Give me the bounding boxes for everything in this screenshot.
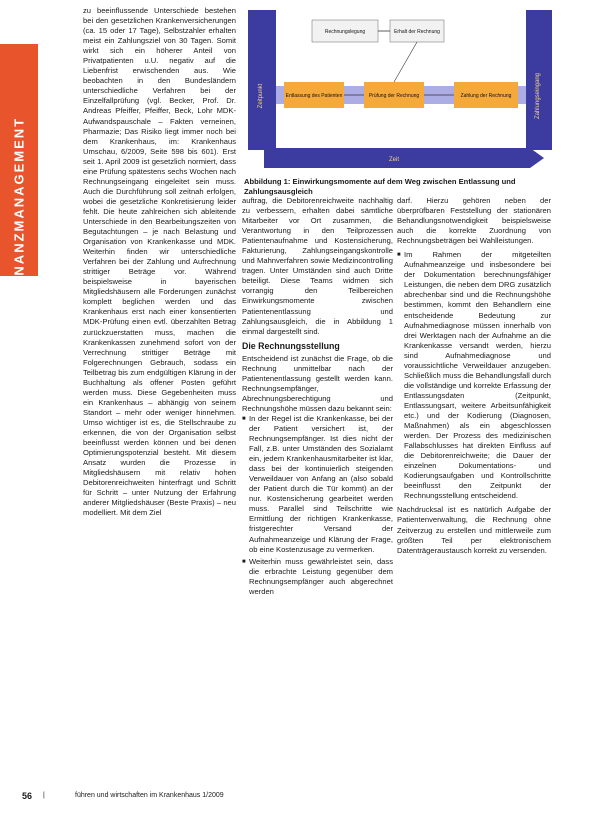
mid-box-2-label: Prüfung der Rechnung [368,93,420,99]
figure-caption: Abbildung 1: Einwirkungsmomente auf dem Weg zwischen Entlassung und Zahlungsausgleich [244,177,516,196]
time-arrow [264,148,544,168]
column-2-paragraph-1: auftrag, die Debitorenreichweite nachhaltig zu verbessern, erhalten dabei sämtliche Mitarbeiter vor Ort zusammen, die Verantwortung in den Teilprozessen Patientenaufnahme und Kostensicherung, Fakturierung, Zahlungseingangskontrolle und Mahnverfahren sowie Medizincontrolling tragen. Unter Umständen sind auch Dritte beteiligt. Diese Teams widmen sich vorrangig den Teilbereichen Einwirkungsmomente zwischen Patientenentlassung und Zahlungsausgleich, die in Abbildung 1 einmal dargestellt sind. [242,196,393,336]
arrow-down [394,42,417,82]
mid-box-3-label: Zahlung der Rechnung [460,93,512,99]
section-heading: Die Rechnungsstellung [242,340,340,351]
column-3-list [397,250,551,501]
text-column-2 [242,196,393,776]
top-box-2-label: Erhalt der Rechnung [394,29,440,35]
page-footer [22,790,582,804]
bottom-label: Zeit [388,157,400,163]
journal-name: führen und wirtschaften im Krankenhaus 1/2009 [75,792,224,799]
list-item: ■ Weiterhin muss gewährleistet sein, dass die erbrachte Leistung gegenüber dem Rechnungsempfänger auch abgerechnet werden [249,557,393,597]
top-box-1-label: Rechnungslegung [324,29,366,35]
column-3-paragraph-2: Nachdrucksal ist es natürlich Aufgabe der Patientenverwaltung, die Rechnung ohne Zeitverzug zu erstellen und mittlerweile zum größten Teil per elektronischem Datenträgeraustausch korrekt zu versenden. [397,505,551,555]
left-bar [248,10,276,150]
footer-separator: | [43,792,45,799]
right-label: Zahlungseingang [535,72,541,120]
text-column-3 [397,196,551,756]
process-diagram [244,6,556,172]
text-column-1 [83,6,236,788]
column-1-text: zu beeinflussende Unterschiede bestehen bei den gesetzlichen Krankenversicherungen (ca. 15 oder 17 Tage), Selbstzahler erhalten meist ein Zahlungsziel von 30 Tagen. Somit wirkt sich ein höherer Anteil von Privatpatienten u.U. negativ auf die Liebenfrist erwischenden aus. Wie beobachten in den Bundesländern unterschiedliche Verfahren bei der Einzelfallprüfung (vgl. Becker, Prof. Dr. Andreas Pfeiffer, Pfeiffer, Beck, Lohr MDK-Aufwandspauschale – Fakten verneinen, Pharmazie; Das Risiko liegt immer noch bei dem Krankenhaus, im: Krankenhaus Umschau, 6/2009, Seite 598 bis 601). Erst seit 1. April 2009 ist gesetzlich normiert, dass eine Prüfung spätestens sechs Wochen nach Rechnungseingang eingeleitet sein muss. Auch die Durchführung soll zeitnah erfolgen, wobei die gesetzliche Konkretisierung leider fehlt. Die heute zahlreichen sich ableitende Unterschiede in den Bearbeitungszeiten von Begutachtungen – je nach Belastung und Organisation von Krankenkasse und MDK. Weiterhin finden wir unterschiedliche Verfahren bei der Zahlung und Aufrechnung strittiger Beträge vor. Während beispielsweise in bayerischen Mitgliedshäusern alle Forderungen zunächst komplett beglichen werden und das Krankenhaus erst nach einer konsentierten MDK-Prüfung einen evtl. überzahlten Betrag zurückzuerstatten muss, machen die Krankenkassen zunehmend sofort von der Verrechnung strittiger Beträge mit Folgerechnungen Gebrauch, sodass ein Teilbetrag bis zum endgültigen Klärung in der Buchhaltung als offener Posten geführt werden muss. Diese Gegebenheiten muss ein Krankenhaus – abhängig von seinem Standort – mehr oder weniger hinnehmen. Umso wichtiger ist es, die Stellschraube zu erkennen, die von der Organisation selbst beeinflusst werden können und bei denen Optimierungspotenzial besteht. Mit diesem Ansatz wurden die Prozesse in Mitgliedshäusern mit relativ hohen Debitorenreichweiten hinterfragt und Schritt für Schritt – unter Nutzung der Erfahrung anderer Mitgliedshäuser (Beste Praxis) – neu modelliert. Mit dem Ziel [83,6,236,518]
column-2-list [242,414,393,597]
column-2-paragraph-2: Entscheidend ist zunächst die Frage, ob die Rechnung unmittelbar nach der Patientenentlassung gestellt werden kann. Rechnungsempfänger, Abrechnungsberechtigung und Rechnungshöhe müssen dazu bekannt sein: [242,353,393,413]
section-band [0,44,38,292]
left-label: Zeitpunkt [258,83,264,109]
list-item: ■ Im Rahmen der mitgeteilten Aufnahmeanzeige und insbesondere bei der Dokumentation berechnungsfähiger Leistungen, die neben dem DRG zusätzlich abrechenbar sind und die Rechnungshöhe bestimmen, kommt den Behandlern eine entscheidende Bedeutung zur Aufnahmediagnose müssen innerhalb von drei Werktagen nach der Aufnahme an die Krankenkasse versandt werden, hierzu sind Aufnahmediagnose und voraussichtliche Verweildauer anzugeben. Schließlich muss die Behandlungsfall durch die vollständige und korrekte Erfassung der Entlassungsdaten (Zeitpunkt, Entlassungsart, weitere Arbeitsunfähigkeit etc.) und der Kodierung (Diagnosen, Maßnahmen) als ein abgeschlossen werden. Der Prozess des medizinischen Fallabschlusses hat direkten Einfluss auf die Debitorenreichweite; die Dauer der einzelnen Dokumentations- und Kodierungsaufgaben und Kontrollschritte beeinflusst den Zeitpunkt der Rechnungsstellung entscheidend. [404,250,551,501]
list-item: ■ In der Regel ist die Krankenkasse, bei der der Patient versichert ist, der Rechnungsempfänger. Ist dies nicht der Fall, z.B. unter Umständen des Sozialamt ein, jedem Krankenhausmitarbeiter ist klar, dass bei der kontinuierlich steigenden Verweildauer von Anfang an (also sobald der Patient durch die Tür kommt) an der nur. Kostensicherung gearbeitet werden muss. Parallel sind Teilschritte wie Ermittlung der richtigen Krankenkasse, fristgerechter Versand der Aufnahmeanzeige und Klärung der Frage, ob eine Kostenzusage zu vermerken. [249,414,393,555]
figure-diagram [244,6,556,172]
page-number: 56 [22,791,33,801]
section-label: FINANZMANAGEMENT [11,116,27,292]
column-3-paragraph-1: darf. Hierzu gehören neben der überprüfbaren Feststellung der stationären Behandlungsnotwendigkeit beispielsweise auch die korrekte Zuordnung von Rechnungsbeträgen bei Wahlleistungen. [397,196,551,246]
mid-box-1-label: Entlassung des Patienten [285,93,343,99]
